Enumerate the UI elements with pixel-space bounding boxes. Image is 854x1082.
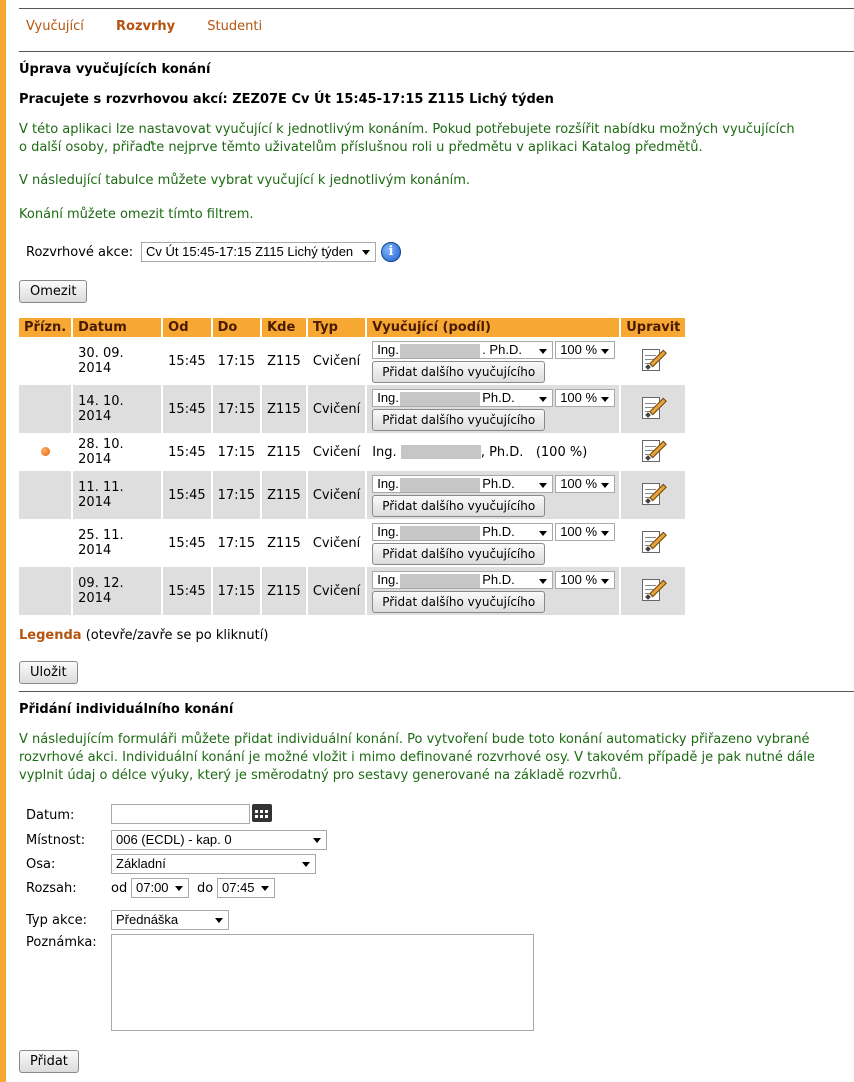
table-row	[19, 567, 685, 615]
filter-hint: Konání můžete omezit tímto filtrem.	[19, 207, 254, 222]
lecturer-table	[17, 318, 687, 615]
table-row	[19, 471, 685, 519]
from-cell: 15:45	[163, 567, 210, 615]
lecturer-name-masked	[400, 574, 480, 588]
share-select[interactable]: 100 %	[555, 475, 615, 493]
nav-tabs	[26, 19, 290, 37]
section-title: Úprava vyučujících konání	[19, 62, 211, 77]
room-cell: Z115	[262, 433, 306, 471]
date-cell: 25. 11. 2014	[73, 519, 161, 567]
top-divider	[19, 8, 854, 9]
edit-cell	[621, 519, 685, 567]
flag-cell	[19, 471, 71, 519]
table-row	[19, 385, 685, 433]
lecturer-select[interactable]: Ing. . Ph.D.	[372, 341, 553, 359]
header-date: Datum	[73, 318, 161, 337]
table-row	[19, 519, 685, 567]
note-label: Poznámka:	[26, 935, 97, 950]
header-lecturer: Vyučující (podíl)	[367, 318, 619, 337]
date-label: Datum:	[26, 808, 75, 823]
range-to-label: do	[197, 881, 214, 896]
share-select[interactable]: 100 %	[555, 571, 615, 589]
date-cell: 28. 10. 2014	[73, 433, 161, 471]
table-row	[19, 337, 685, 385]
to-cell: 17:15	[213, 433, 260, 471]
edit-icon[interactable]	[640, 394, 666, 420]
flag-cell	[19, 433, 71, 471]
flag-cell	[19, 567, 71, 615]
from-cell: 15:45	[163, 433, 210, 471]
lecturer-select[interactable]: Ing. Ph.D.	[372, 571, 553, 589]
legend-toggle[interactable]: Legenda	[19, 628, 82, 643]
from-cell: 15:45	[163, 471, 210, 519]
lecturer-cell	[367, 471, 619, 519]
date-cell: 09. 12. 2014	[73, 567, 161, 615]
to-cell: 17:15	[213, 471, 260, 519]
note-textarea[interactable]	[111, 934, 534, 1031]
lecturer-name-masked	[400, 344, 480, 358]
add-section-title: Přidání individuálního konání	[19, 702, 234, 717]
flag-cell	[19, 519, 71, 567]
room-cell: Z115	[262, 519, 306, 567]
type-label: Typ akce:	[26, 913, 88, 928]
save-button[interactable]: Uložit	[19, 661, 78, 684]
lecturer-cell: Ing. , Ph.D. (100 %)	[367, 433, 619, 471]
add-lecturer-button[interactable]: Přidat dalšího vyučujícího	[372, 361, 545, 383]
tab-studenti[interactable]: Studenti	[207, 19, 263, 34]
left-accent-bar	[0, 0, 6, 1082]
add-lecturer-button[interactable]: Přidat dalšího vyučujícího	[372, 591, 545, 613]
room-label: Místnost:	[26, 833, 86, 848]
add-lecturer-button[interactable]: Přidat dalšího vyučujícího	[372, 495, 545, 517]
section-divider	[19, 691, 854, 692]
edit-cell	[621, 433, 685, 471]
to-cell: 17:15	[213, 385, 260, 433]
lecturer-select[interactable]: Ing. Ph.D.	[372, 523, 553, 541]
header-to: Do	[213, 318, 260, 337]
tab-rozvrhy[interactable]: Rozvrhy	[116, 19, 176, 34]
lecturer-name-masked	[400, 392, 480, 406]
header-edit: Upravit	[621, 318, 685, 337]
to-cell: 17:15	[213, 519, 260, 567]
share-select[interactable]: 100 %	[555, 389, 615, 407]
lecturer-select[interactable]: Ing. Ph.D.	[372, 475, 553, 493]
room-cell: Z115	[262, 567, 306, 615]
room-cell: Z115	[262, 471, 306, 519]
edit-icon[interactable]	[640, 528, 666, 554]
header-type: Typ	[308, 318, 365, 337]
tab-vyucujici[interactable]: Vyučující	[26, 19, 84, 34]
to-cell: 17:15	[213, 337, 260, 385]
filter-label: Rozvrhové akce:	[26, 245, 134, 260]
add-lecturer-button[interactable]: Přidat dalšího vyučujícího	[372, 543, 545, 565]
range-from-label: od	[111, 881, 128, 896]
header-from: Od	[163, 318, 210, 337]
room-cell: Z115	[262, 385, 306, 433]
legend	[19, 628, 268, 643]
action-subtitle: Pracujete s rozvrhovou akcí: ZEZ07E Cv Út 15:45-17:15 Z115 Lichý týden	[19, 92, 554, 107]
edit-cell	[621, 567, 685, 615]
info-icon[interactable]: i	[381, 242, 401, 262]
from-cell: 15:45	[163, 337, 210, 385]
nav-divider	[19, 51, 854, 52]
lecturer-select[interactable]: Ing. Ph.D.	[372, 389, 553, 407]
filter-select[interactable]: Cv Út 15:45-17:15 Z115 Lichý týden	[141, 242, 376, 262]
type-cell: Cvičení	[308, 433, 365, 471]
edit-icon[interactable]	[640, 480, 666, 506]
type-cell: Cvičení	[308, 519, 365, 567]
table-hint: V následující tabulce můžete vybrat vyučující k jednotlivým konáním.	[19, 173, 471, 188]
type-cell: Cvičení	[308, 385, 365, 433]
axis-select[interactable]: Základní	[111, 854, 316, 874]
type-select[interactable]: Přednáška	[111, 910, 229, 930]
edit-cell	[621, 337, 685, 385]
type-cell: Cvičení	[308, 337, 365, 385]
type-cell: Cvičení	[308, 567, 365, 615]
to-cell: 17:15	[213, 567, 260, 615]
add-intro-text: V následujícím formuláři můžete přidat individuální konání. Po vytvoření bude toto konání automaticky přiřazeno vybrané rozvrhové akci. Individuální konání je možné vložit i mimo definované rozvrhové osy. V takovém případě je pak nutné dále vyplnit údaj o délce výuky, který je směrodatný pro sestavy generované na základě rozvrhů.	[19, 732, 815, 783]
flag-cell	[19, 385, 71, 433]
flag-cell	[19, 337, 71, 385]
add-button[interactable]: Přidat	[19, 1050, 79, 1073]
axis-label: Osa:	[26, 857, 56, 872]
date-input[interactable]	[111, 804, 250, 824]
calendar-icon[interactable]	[252, 804, 272, 822]
date-cell: 14. 10. 2014	[73, 385, 161, 433]
intro-text: V této aplikaci lze nastavovat vyučující k jednotlivým konáním. Pokud potřebujete rozšířit nabídku možných vyučujících o další osoby, přiřaďte nejprve těmto uživatelům příslušnou roli u předmětu v aplikaci Katalog předmětů.	[19, 122, 795, 155]
date-cell: 30. 09. 2014	[73, 337, 161, 385]
lecturer-cell	[367, 337, 619, 385]
from-cell: 15:45	[163, 385, 210, 433]
legend-note: (otevře/zavře se po kliknutí)	[85, 628, 269, 643]
lecturer-cell	[367, 567, 619, 615]
lecturer-name-masked	[400, 478, 480, 492]
add-lecturer-button[interactable]: Přidat dalšího vyučujícího	[372, 409, 545, 431]
lecturer-name-masked	[400, 526, 480, 540]
share-select[interactable]: 100 %	[555, 523, 615, 541]
from-cell: 15:45	[163, 519, 210, 567]
edit-cell	[621, 471, 685, 519]
room-select[interactable]: 006 (ECDL) - kap. 0	[111, 830, 327, 850]
header-room: Kde	[262, 318, 306, 337]
edit-icon[interactable]	[640, 437, 666, 463]
edit-icon[interactable]	[640, 576, 666, 602]
share-select[interactable]: 100 %	[555, 341, 615, 359]
range-label: Rozsah:	[26, 881, 77, 896]
flag-dot-icon	[41, 447, 50, 456]
header-flag: Přízn.	[19, 318, 71, 337]
filter-button[interactable]: Omezit	[19, 280, 87, 303]
lecturer-cell	[367, 519, 619, 567]
edit-icon[interactable]	[640, 346, 666, 372]
range-to-select[interactable]: 07:45	[217, 878, 275, 898]
room-cell: Z115	[262, 337, 306, 385]
table-row	[19, 433, 685, 471]
date-cell: 11. 11. 2014	[73, 471, 161, 519]
type-cell: Cvičení	[308, 471, 365, 519]
range-from-select[interactable]: 07:00	[131, 878, 189, 898]
lecturer-cell	[367, 385, 619, 433]
edit-cell	[621, 385, 685, 433]
lecturer-name-masked	[401, 445, 481, 459]
